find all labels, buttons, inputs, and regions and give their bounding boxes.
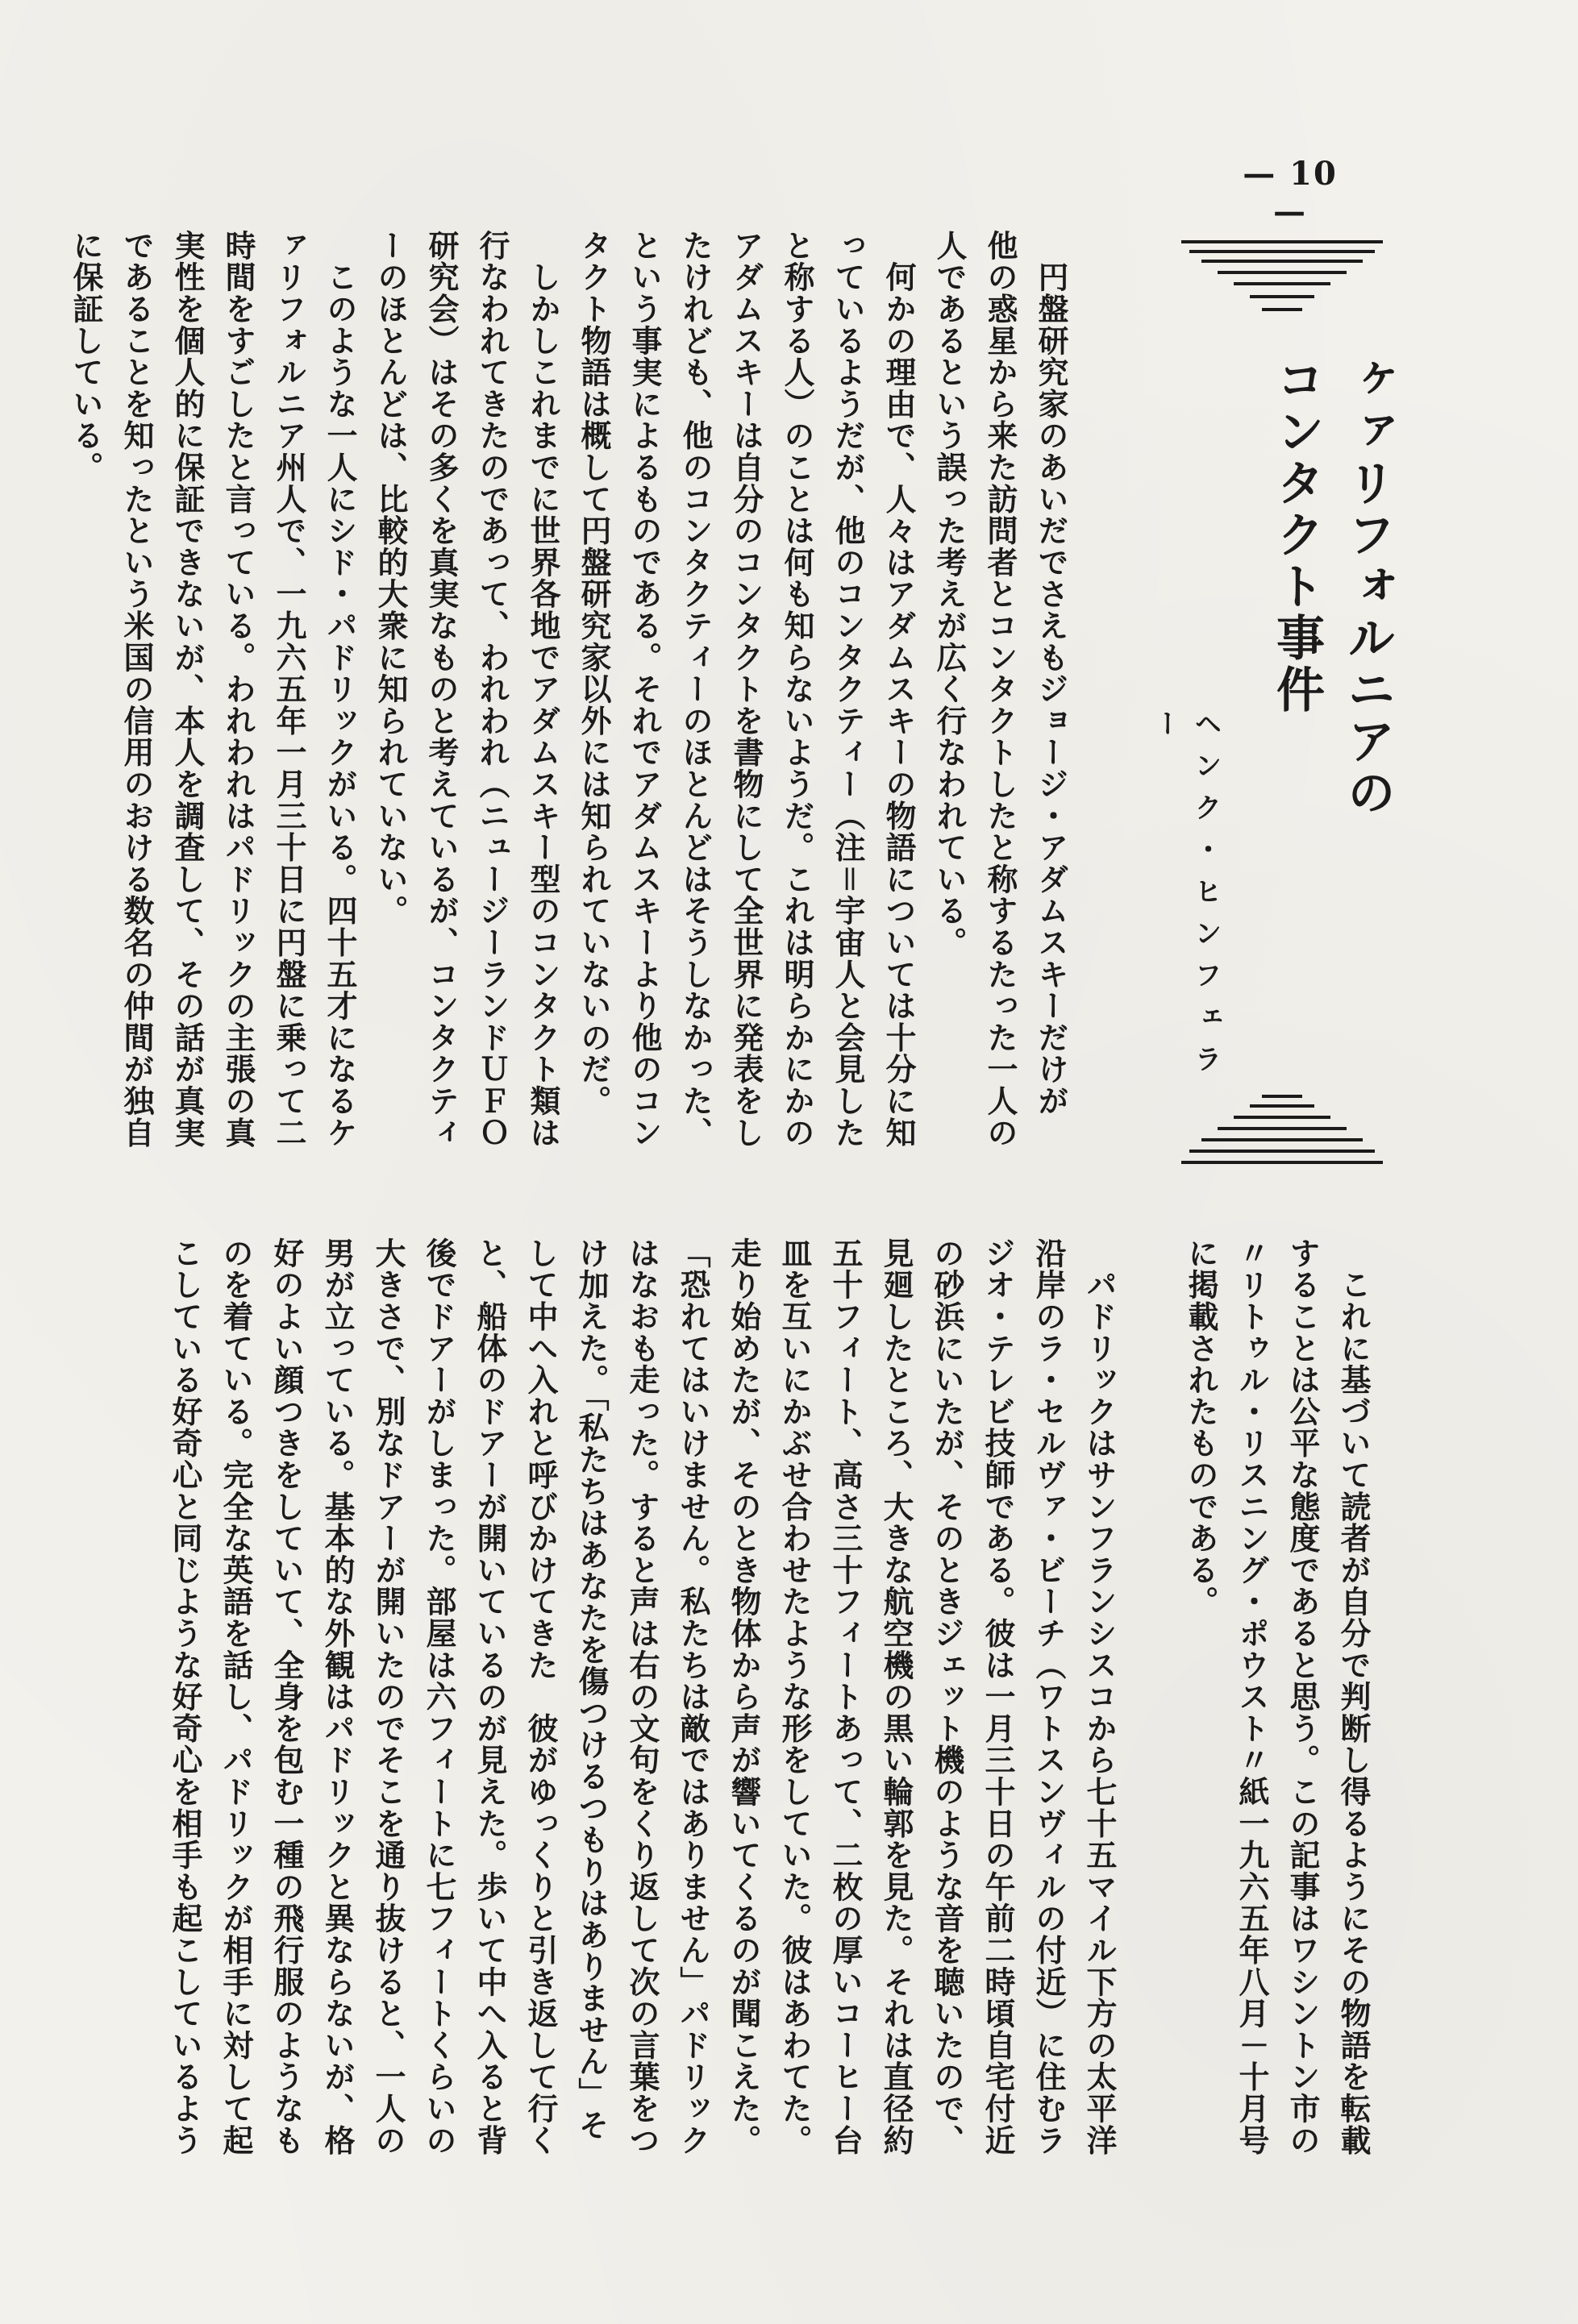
article-author: ヘンク・ヒンフェラー xyxy=(1149,709,1222,1087)
title-ornament-bottom xyxy=(1177,1088,1387,1169)
title-ornament-top xyxy=(1177,234,1387,347)
lower-body-text: これに基づいて読者が自分で判断し得るようにその物語を転載 することは公平な態度であると思う。この記事はワシントン市の 〃リトゥル・リスニング・ポウスト〃紙一九六五年八月－十月号 に掲載されたものである。 パドリックはサンフランシスコから七十五マイル下方の太平洋 沿岸のラ・セルヴァ・ビーチ（ワトスンヴィルの付近）に住むラ ジオ・テレビ技師である。彼は一月三十日の午前二時頃自宅付近 の砂浜にいたが、そのときジェット機のような音を聴いたので、 見廻したところ、大きな航空機の黒い輪郭を見た。それは直径約 五十フィート、高さ三十フィートあって、二枚の厚いコーヒー台 皿を互いにかぶせ合わせたような形をしていた。彼はあわてた。 走り始めたが、そのとき物体から声が響いてくるのが聞こえた。 「恐れてはいけません。私たちは敵ではありません」パドリック はなおも走った。すると声は右の文句をくり返して次の言葉をつ け加えた。「私たちはあなたを傷つけるつもりはありません」そ して中へ入れと呼びかけてきた 彼がゆっくりと引き返して行く と、船体のドアーが開いているのが見えた。歩いて中へ入ると背 後でドアーがしまった。部屋は六フィートに七フィートくらいの 大きさで、別なドアーが開いたのでそこを通り抜けると、一人の 男が立っている。基本的な外観はパドリックと異ならないが、格 好のよい顔つきをしていて、全身を包む一種の飛行服のようなも のを着ている。完全な英語を話し、パドリックが相手に対して起 こしている好奇心と同じような好奇心を相手も起こしているよう xyxy=(167,1237,1372,2156)
page-number: — 10 — xyxy=(1243,155,1338,231)
article-title: ヶァリフォルニアの コンタクト事件 xyxy=(1268,355,1396,819)
upper-body-text: 円盤研究家のあいだでさえもジョージ・アダムスキーだけが 他の惑星から来た訪問者とコンタクトしたと称するたった一人の 人であるという誤った考えが広く行なわれている。 何かの理由で、人々はアダムスキーの物語については十分に知 っているようだが、他のコンタクティー（注＝宇宙人と会見した と称する人）のことは何も知らないようだ。これは明らかにかの アダムスキーは自分のコンタクトを書物にして全世界に発表をし たけれども、他のコンタクティーのほとんどはそうしなかった、 という事実によるものである。それでアダムスキーより他のコン タクト物語は概して円盤研究家以外には知られていないのだ。 しかしこれまでに世界各地でアダムスキー型のコンタクト類は 行なわれてきたのであって、われわれ（ニュージーランドＵＦＯ 研究会）はその多くを真実なものと考えているが、コンタクティ ーのほとんどは、比較的大衆に知られていない。 このような一人にシド・パドリックがいる。四十五才になるケ ァリフォルニア州人で、一九六五年一月三十日に円盤に乗って二 時間をすごしたと言っている。われわれはパドリックの主張の真 実性を個人的に保証できないが、本人を調査して、その話が真実 であることを知ったという米国の信用のおける数名の仲間が独自 に保証している。 xyxy=(68,230,1069,1149)
